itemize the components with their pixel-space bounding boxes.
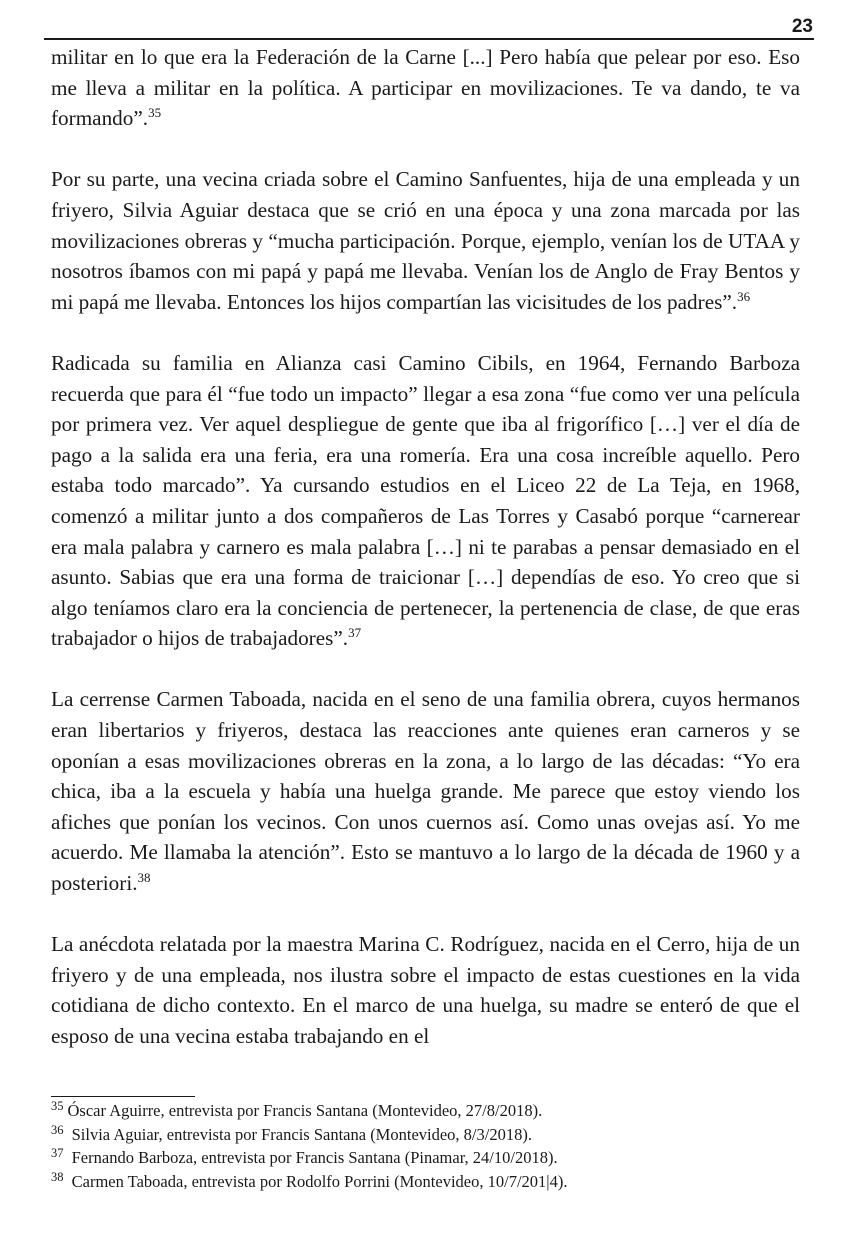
footnote-rule — [51, 1096, 195, 1097]
footnote-text: Carmen Taboada, entrevista por Rodolfo Porrini (Montevideo, 10/7/201|4). — [67, 1171, 568, 1191]
footnote-35 — [51, 1099, 811, 1123]
footnote-number: 35 — [51, 1099, 64, 1113]
paragraph-2 — [51, 164, 800, 317]
paragraph-5 — [51, 929, 800, 1051]
footnotes — [51, 1099, 811, 1193]
paragraph-1 — [51, 42, 800, 134]
footnote-ref[interactable]: 38 — [137, 870, 151, 886]
paragraph-text: Por su parte, una vecina criada sobre el Camino Sanfuentes, hija de una empleada y un friyero, Silvia Aguiar destaca que se crió en una época y una zona marcada por las movilizaciones obreras y “mucha participación. Porque, ejemplo, venían los de UTAA y nosotros íbamos con mi papá y papá me llevaba. Venían los de Anglo de Fray Bentos y mi papá me llevaba. Entonces los hijos compartían las vicisitudes de los padres”. — [51, 167, 800, 314]
footnote-number: 38 — [51, 1169, 64, 1184]
footnote-36 — [51, 1123, 811, 1147]
footnote-ref[interactable]: 35 — [148, 105, 162, 121]
paragraph-text: militar en lo que era la Federación de la Carne [...] Pero había que pelear por eso. Eso me lleva a militar en la política. A participar en movilizaciones. Te va dando, te va formando”. — [51, 45, 800, 131]
paragraph-3 — [51, 348, 800, 654]
paragraph-text: La cerrense Carmen Taboada, nacida en el seno de una familia obrera, cuyos hermanos eran libertarios y friyeros, destaca las reacciones ante quienes eran carneros y se oponían a esas movilizaciones obreras en la zona, a lo largo de las décadas: “Yo era chica, iba a la escuela y había una huelga grande. Me parece que estoy viendo los afiches que ponían los vecinos. Con unos cuernos así. Como unas ovejas así. Yo me acuerdo. Me llamaba la atención”. Esto se mantuvo a lo largo de la década de 1960 y a posteriori. — [51, 687, 800, 896]
footnote-number: 36 — [51, 1122, 64, 1137]
paragraph-text: Radicada su familia en Alianza casi Camino Cibils, en 1964, Fernando Barboza recuerda que para él “fue todo un impacto” llegar a esa zona “fue como ver una película por primera vez. Ver aquel despliegue de gente que iba al frigorífico […] ver el día de pago a la salida era una feria, era una romería. Era una cosa increíble aquello. Pero estaba todo marcado”. Ya cursando estudios en el Liceo 22 de La Teja, en 1968, comenzó a militar junto a dos compañeros de Las Torres y Casabó porque “carnerear era mala palabra y carnero es mala palabra […] ni te parabas a pensar demasiado en el asunto. Sabias que era una forma de traicionar […] dependías de eso. Yo creo que si algo teníamos claro era la conciencia de pertenecer, la pertenencia de clase, de que eras trabajador o hijos de trabajadores”. — [51, 350, 800, 651]
footnote-37 — [51, 1146, 811, 1170]
page-number: 23 — [791, 16, 813, 37]
footnote-text: Óscar Aguirre, entrevista por Francis Santana (Montevideo, 27/8/2018). — [67, 1101, 543, 1120]
paragraph-4 — [51, 684, 800, 898]
footnote-text: Silvia Aguiar, entrevista por Francis Santana (Montevideo, 8/3/2018). — [67, 1124, 532, 1144]
footnote-ref[interactable]: 37 — [348, 625, 362, 641]
footnote-text: Fernando Barboza, entrevista por Francis Santana (Pinamar, 24/10/2018). — [67, 1148, 558, 1167]
footnote-ref[interactable]: 36 — [737, 288, 751, 304]
footnote-38 — [51, 1170, 811, 1194]
header-rule — [44, 38, 814, 40]
body-text — [51, 42, 800, 1052]
footnote-number: 37 — [51, 1146, 64, 1160]
paragraph-text: La anécdota relatada por la maestra Marina C. Rodríguez, nacida en el Cerro, hija de un friyero y de una empleada, nos ilustra sobre el impacto de estas cuestiones en la vida cotidiana de dicho contexto. En el marco de una huelga, su madre se enteró de que el esposo de una vecina estaba trabajando en el — [51, 932, 800, 1048]
